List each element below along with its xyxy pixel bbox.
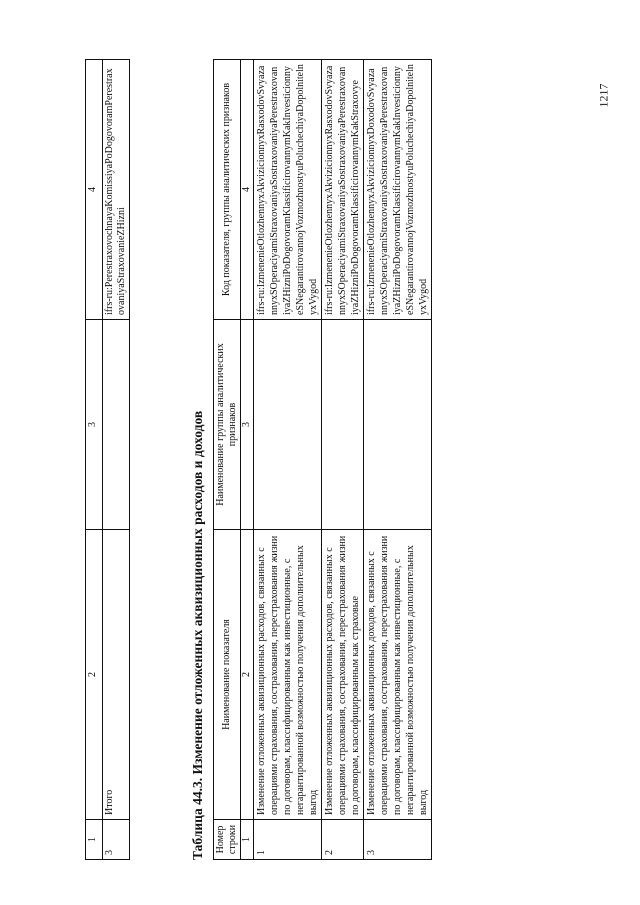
table-row	[322, 60, 364, 860]
index-cell: 4	[86, 60, 103, 320]
row-code: ifrs-ru:IzmenenieOtlozhennyxAkvizicionnyxRasxodovSvyazannyxSOperaciyamiStraxovaniyaSostraxovaniyaPerestraxovaniyaZHizniPoDogovoramKlassificirovannymKakInvesticionnyeSNegarantirovannojVozmozhnostyuPoluchechiyaDopolnitelnyxVygod	[254, 60, 322, 320]
row-name: Итого	[103, 530, 130, 820]
row-number: 3	[103, 820, 130, 860]
index-cell: 1	[241, 820, 254, 860]
table-row	[254, 60, 322, 860]
page-number: 1217	[596, 83, 611, 108]
index-cell: 3	[241, 320, 254, 530]
table-row-total	[103, 60, 130, 860]
row-number: 3	[364, 820, 432, 860]
table-header-row	[214, 60, 241, 860]
table-index-row	[86, 60, 103, 860]
row-group	[322, 320, 364, 530]
row-group	[364, 320, 432, 530]
header-group-name: Наименование группы аналитических признаков	[214, 320, 241, 530]
index-cell: 1	[86, 820, 103, 860]
table-index-row	[241, 60, 254, 860]
table-row	[364, 60, 432, 860]
row-number: 1	[254, 820, 322, 860]
header-row-number: Номер строки	[214, 820, 241, 860]
row-group	[103, 320, 130, 530]
header-indicator-code: Код показателя, группы аналитических признаков	[214, 60, 241, 320]
index-cell: 2	[86, 530, 103, 820]
rotated-document-sheet	[85, 60, 595, 860]
index-cell: 3	[86, 320, 103, 530]
row-name: Изменение отложенных аквизиционных расходов, связанных с операциями страхования, сострахования, перестрахования жизни по договорам, классифицированным как инвестиционные, с негарантированной возможностью получения дополнительных выгод	[254, 530, 322, 820]
index-cell: 4	[241, 60, 254, 320]
continued-table	[85, 59, 130, 860]
row-code: ifrs-ru:IzmenenieOtlozhennyxAkvizicionnyxRasxodovSvyazannyxSOperaciyamiStraxovaniyaSostraxovaniyaPerestraxovaniyaZHizniPoDogovoramKlassificirovannymKakStraxovye	[322, 60, 364, 320]
row-name: Изменение отложенных аквизиционных доходов, связанных с операциями страхования, сострахования, перестрахования жизни по договорам, классифицированным как инвестиционные, с негарантированной возможностью получения дополнительных выгод	[364, 530, 432, 820]
row-name: Изменение отложенных аквизиционных расходов, связанных с операциями страхования, сострахования, перестрахования жизни по договорам, классифицированным как страховые	[322, 530, 364, 820]
row-group	[254, 320, 322, 530]
index-cell: 2	[241, 530, 254, 820]
row-code: ifrs-ru:IzmenenieOtlozhennyxAkvizicionnyxDoxodovSvyazannyxSOperaciyamiStraxovaniyaSostraxovaniyaPerestraxovaniyaZHizniPoDogovoramKlassificirovannymKakInvesticionnyeSNegarantirovannojVozmozhnostyuPoluchechiyaDopolnitelnyxVygod	[364, 60, 432, 320]
row-code: ifrs-ru:PerestraxovochnayaKomissiyaPoDogovoramPerestraxovaniyaStraxovanieZHizni	[103, 60, 130, 320]
table-caption: Таблица 44.3. Изменение отложенных аквизиционных расходов и доходов	[190, 410, 205, 860]
header-indicator-name: Наименование показателя	[214, 530, 241, 820]
acquisition-costs-table	[213, 59, 432, 860]
row-number: 2	[322, 820, 364, 860]
